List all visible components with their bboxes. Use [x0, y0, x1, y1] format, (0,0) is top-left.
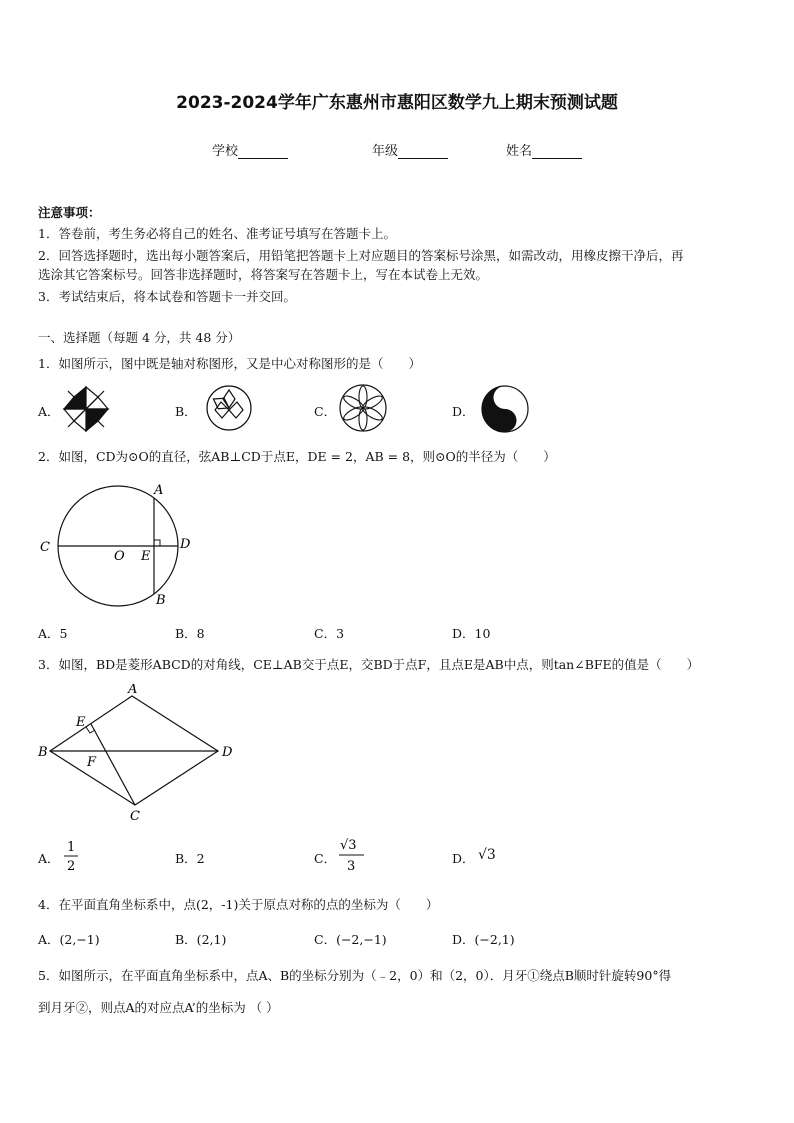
q3-option-d-value: √3 — [478, 847, 496, 863]
name-field — [506, 140, 582, 159]
q2-circle-figure — [34, 478, 204, 610]
q3-option-a-den: 2 — [67, 859, 76, 874]
q3-stem: 3．如图，BD是菱形ABCD的对角线，CE⊥AB交于点E，交BD于点F，且点E是AB中点，则tan∠BFE的值是（ ） — [38, 657, 700, 672]
q4-option-c: C．(−2,−1) — [314, 932, 387, 947]
q1-diamonds-figure — [205, 384, 253, 432]
q2-label-e: E — [141, 549, 151, 564]
name-label: 姓名 — [506, 144, 533, 159]
q2-label-d: D — [180, 537, 191, 552]
grade-field — [372, 140, 448, 159]
q2-label-o: O — [114, 549, 125, 564]
q3-label-e: E — [76, 715, 86, 730]
q1-petals-figure — [338, 383, 388, 433]
notes-line-2b: 选涂其它答案标号。回答非选择题时，将答案写在答题卡上，写在本试卷上无效。 — [38, 267, 489, 282]
q2-option-b: B．8 — [175, 626, 205, 641]
section-heading: 一、选择题（每题 4 分，共 48 分） — [38, 330, 241, 345]
q5-line-1: 5．如图所示，在平面直角坐标系中，点A、B的坐标分别为（﹣2，0）和（2，0）．月牙①绕点B顺时针旋转90°得 — [38, 968, 672, 983]
q3-label-b: B — [38, 745, 48, 760]
q1-pinwheel-figure — [60, 383, 112, 435]
q3-label-a: A — [128, 684, 138, 697]
q1-label-b: B． — [175, 404, 197, 419]
q5-line-2: 到月牙②，则点A的对应点A’的坐标为 （ ） — [38, 1000, 279, 1015]
q3-label-c-option: C． — [314, 851, 337, 866]
school-label: 学校 — [212, 144, 239, 159]
q3-option-b: B．2 — [175, 851, 205, 866]
q3-option-c-den: 3 — [347, 859, 356, 874]
school-field — [212, 140, 288, 159]
q1-stem: 1．如图所示，图中既是轴对称图形，又是中心对称图形的是（ ） — [38, 356, 421, 371]
page-title: 2023-2024学年广东惠州市惠阳区数学九上期末预测试题 — [176, 93, 618, 113]
notes-line-2a: 2．回答选择题时，选出每小题答案后，用铅笔把答题卡上对应题目的答案标号涂黑，如需改动，用橡皮擦干净后，再 — [38, 248, 684, 263]
q3-option-c-fraction — [336, 834, 370, 874]
notes-line-3: 3．考试结束后，将本试卷和答题卡一并交回。 — [38, 289, 296, 304]
q3-label-f: F — [87, 755, 97, 770]
q2-label-a: A — [154, 483, 164, 498]
q4-option-a: A．(2,−1) — [38, 932, 100, 947]
q3-label-d-option: D． — [452, 851, 475, 866]
q3-label-c: C — [130, 809, 140, 824]
notes-line-1: 1．答卷前，考生务必将自己的姓名、准考证号填写在答题卡上。 — [38, 226, 396, 241]
q4-option-b: B．(2,1) — [175, 932, 227, 947]
q2-stem: 2．如图，CD为⊙O的直径，弦AB⊥CD于点E，DE = 2，AB = 8，则⊙O的半径为（ ） — [38, 449, 556, 464]
q3-rhombus-figure — [34, 684, 244, 826]
q3-label-a-option: A． — [38, 851, 60, 866]
q3-option-a-fraction — [60, 838, 84, 874]
q3-label-d: D — [222, 745, 233, 760]
q4-stem: 4．在平面直角坐标系中，点(2，-1)关于原点对称的点的坐标为（ ） — [38, 897, 439, 912]
q3-option-a-num: 1 — [67, 840, 76, 855]
q2-option-c: C．3 — [314, 626, 345, 641]
notes-heading: 注意事项： — [38, 205, 101, 220]
q2-label-b: B — [156, 593, 166, 608]
q1-yinyang-figure — [480, 384, 530, 434]
grade-label: 年级 — [372, 144, 399, 159]
q2-label-c: C — [40, 540, 50, 555]
q2-option-d: D．10 — [452, 626, 491, 641]
q1-label-a: A． — [38, 404, 60, 419]
q1-label-d: D． — [452, 404, 475, 419]
q1-label-c: C． — [314, 404, 337, 419]
q4-option-d: D．(−2,1) — [452, 932, 515, 947]
q3-option-c-num: √3 — [340, 838, 357, 853]
q2-option-a: A．5 — [38, 626, 68, 641]
